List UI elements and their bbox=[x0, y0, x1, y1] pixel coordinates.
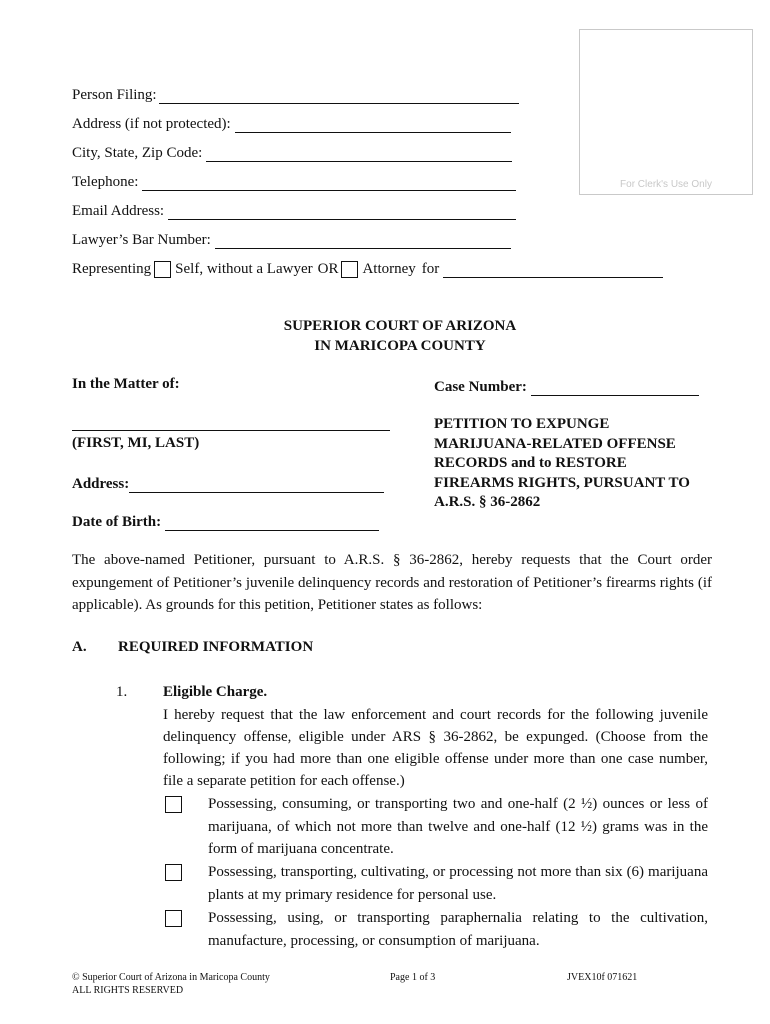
telephone-label: Telephone: bbox=[72, 174, 139, 190]
name-label: (FIRST, MI, LAST) bbox=[72, 435, 200, 451]
court-name: SUPERIOR COURT OF ARIZONA bbox=[283, 318, 517, 334]
item-1-number: 1. bbox=[116, 684, 128, 700]
city-state-zip-field bbox=[72, 142, 512, 162]
footer-page-number: Page 1 of 3 bbox=[390, 972, 436, 983]
option-2-text: Possessing, transporting, cultivating, or processing not more than six (6) marijuana plants at my primary residence for personal use. bbox=[208, 864, 708, 903]
court-county: IN MARICOPA COUNTY bbox=[314, 338, 486, 354]
or-label: OR bbox=[317, 261, 339, 277]
attorney-checkbox[interactable] bbox=[341, 261, 358, 278]
address-label: Address (if not protected): bbox=[72, 116, 231, 132]
petition-title-line: MARIJUANA-RELATED OFFENSE bbox=[434, 435, 676, 452]
option-1-checkbox[interactable] bbox=[165, 796, 182, 813]
person-filing-field bbox=[72, 84, 519, 104]
address-field bbox=[72, 113, 511, 133]
option-2-checkbox[interactable] bbox=[165, 864, 182, 881]
representing-label: Representing bbox=[72, 261, 152, 277]
city-state-zip-label: City, State, Zip Code: bbox=[72, 145, 203, 161]
self-option-label: Self, without a Lawyer bbox=[175, 261, 313, 277]
option-1-text: Possessing, consuming, or transporting two and one-half (2 ½) ounces or less of marijuana, of which not more than twelve and one-half (12 ½) grams was in the form of marijuana concentrate. bbox=[208, 796, 708, 857]
party-address-field bbox=[72, 473, 384, 493]
for-label: for bbox=[421, 261, 440, 277]
option-3-text: Possessing, using, or transporting paraphernalia relating to the cultivation, manufacture, processing, or consumption of marijuana. bbox=[208, 910, 708, 949]
case-number-input[interactable] bbox=[531, 379, 699, 396]
address-input[interactable] bbox=[235, 116, 511, 133]
city-state-zip-input[interactable] bbox=[206, 145, 512, 162]
bar-number-label: Lawyer’s Bar Number: bbox=[72, 232, 211, 248]
email-field bbox=[72, 200, 516, 220]
matter-label: In the Matter of: bbox=[72, 376, 180, 392]
petition-title-line: FIREARMS RIGHTS, PURSUANT TO bbox=[434, 474, 690, 491]
petition-title bbox=[434, 415, 734, 513]
item-1-title: Eligible Charge. bbox=[163, 684, 268, 700]
bar-number-field bbox=[72, 229, 511, 249]
dob-field bbox=[72, 511, 379, 531]
email-label: Email Address: bbox=[72, 203, 165, 219]
intro-paragraph: The above-named Petitioner, pursuant to A.R.S. § 36-2862, hereby requests that the Court order expungement of Petitioner’s juvenile delinquency records and restoration of Petitioner’s firearms rights (if applicable). As grounds for this petition, Petitioner states as follows: bbox=[72, 552, 712, 613]
dob-input[interactable] bbox=[165, 514, 379, 531]
dob-label: Date of Birth: bbox=[72, 514, 162, 530]
attorney-option-label: Attorney bbox=[362, 261, 416, 277]
section-a-letter: A. bbox=[72, 639, 87, 655]
party-address-input[interactable] bbox=[129, 476, 384, 493]
footer-form-id: JVEX10f 071621 bbox=[567, 972, 638, 983]
case-number-label: Case Number: bbox=[434, 379, 527, 395]
person-filing-input[interactable] bbox=[159, 87, 519, 104]
email-input[interactable] bbox=[168, 203, 516, 220]
footer-copyright: © Superior Court of Arizona in Maricopa County bbox=[72, 972, 270, 983]
clerk-use-label: For Clerk's Use Only bbox=[620, 179, 712, 190]
option-3-checkbox[interactable] bbox=[165, 910, 182, 927]
petition-title-line: RECORDS and to RESTORE bbox=[434, 455, 627, 471]
section-a-title: REQUIRED INFORMATION bbox=[118, 639, 314, 655]
case-number-field bbox=[434, 376, 699, 396]
attorney-for-input[interactable] bbox=[443, 261, 663, 278]
footer-rights: ALL RIGHTS RESERVED bbox=[72, 985, 184, 996]
party-address-label: Address: bbox=[72, 476, 130, 492]
petition-title-line: A.R.S. § 36-2862 bbox=[434, 494, 541, 510]
petition-title-line: PETITION TO EXPUNGE bbox=[434, 416, 610, 432]
telephone-field bbox=[72, 171, 516, 191]
self-checkbox[interactable] bbox=[154, 261, 171, 278]
representing-field bbox=[72, 258, 663, 278]
person-filing-label: Person Filing: bbox=[72, 87, 157, 103]
item-1-text: I hereby request that the law enforcement and court records for the following juvenile delinquency offense, eligible under ARS § 36-2862, be expunged. (Choose from the following; if you had more than one eligible offense under more than one case number, file a separate petition for each offense.) bbox=[163, 707, 708, 789]
name-input[interactable] bbox=[72, 414, 390, 431]
bar-number-input[interactable] bbox=[215, 232, 511, 249]
clerk-use-box bbox=[579, 29, 753, 195]
telephone-input[interactable] bbox=[142, 174, 516, 191]
